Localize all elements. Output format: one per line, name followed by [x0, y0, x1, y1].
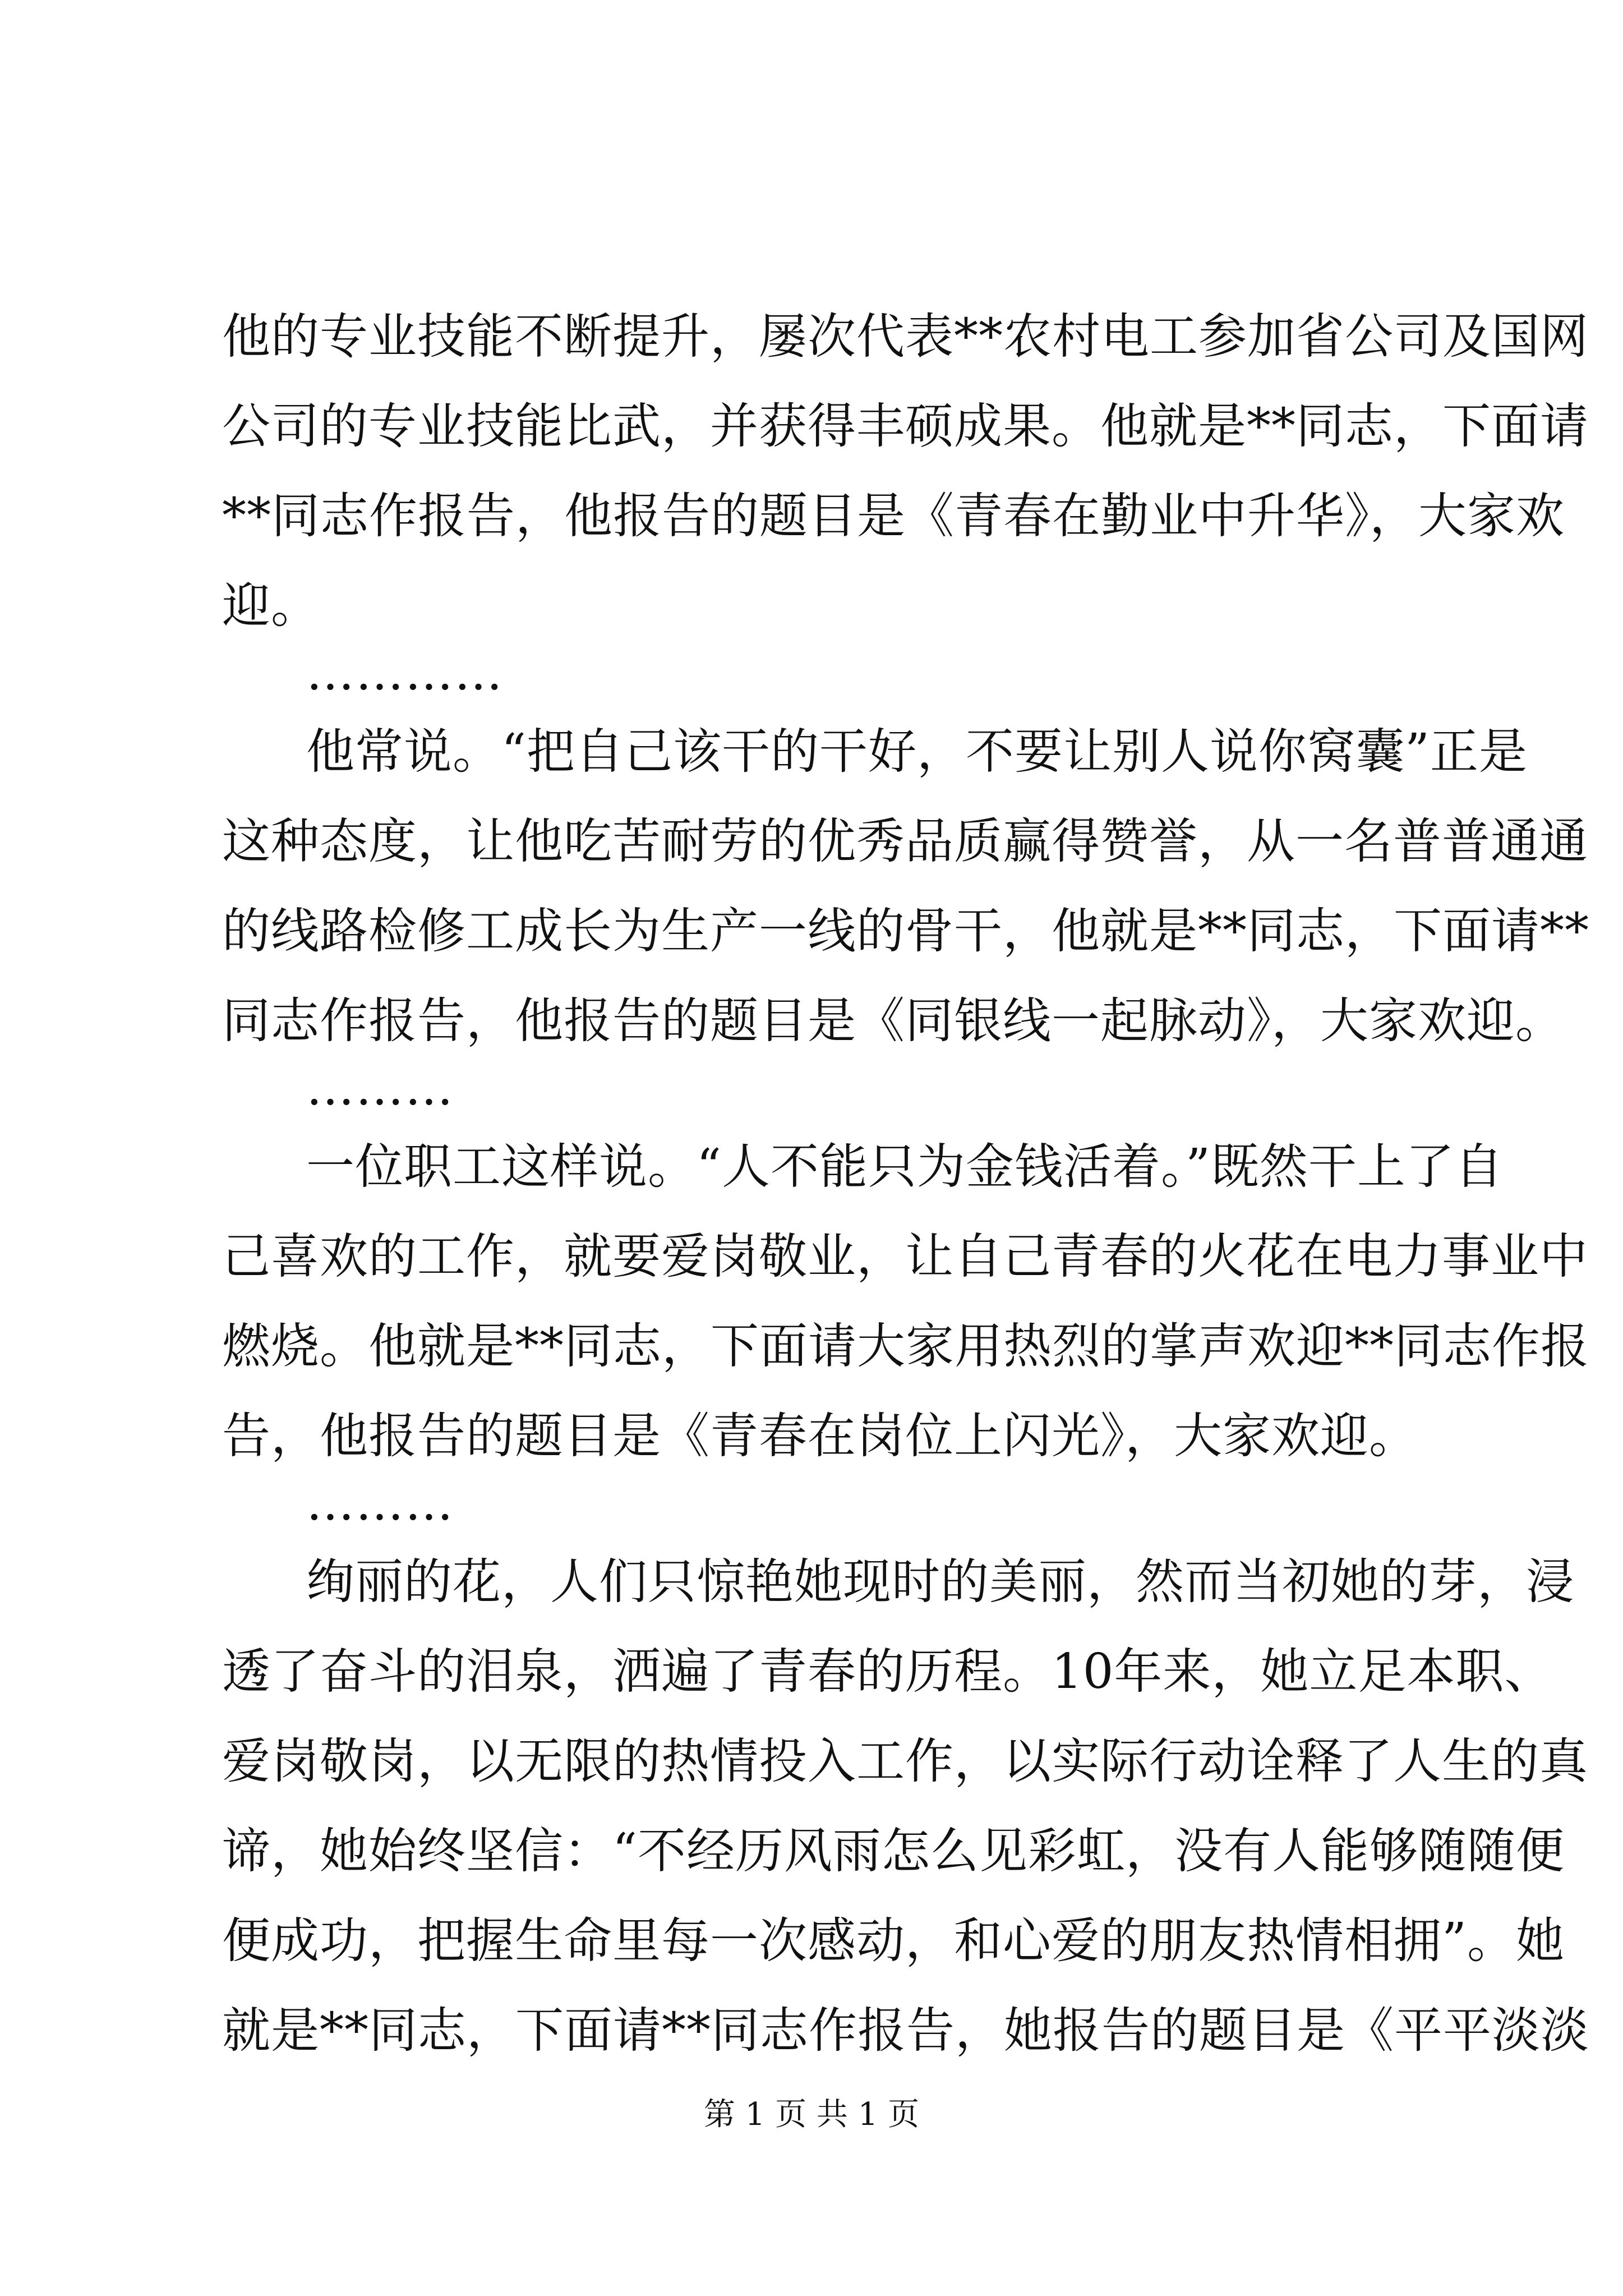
paragraph-line: 告，他报告的题目是《青春在岗位上闪光》，大家欢迎。 — [222, 1408, 1418, 1464]
paragraph-line: 就是**同志，下面请**同志作报告，她报告的题目是《平平淡淡 — [222, 2003, 1589, 2059]
paragraph-line: 透了奋斗的泪泉，洒遍了青春的历程。10年来，她立足本职、 — [222, 1644, 1553, 1700]
paragraph-line: 爱岗敬岗，以无限的热情投入工作，以实际行动诠释了人生的真 — [222, 1733, 1588, 1789]
separator-dots: ……… — [306, 1060, 454, 1116]
separator-dots: ………… — [306, 645, 504, 701]
paragraph-line: 公司的专业技能比武，并获得丰硕成果。他就是**同志，下面请 — [222, 398, 1589, 454]
paragraph-line: 便成功，把握生命里每一次感动，和心爱的朋友热情相拥”。她 — [222, 1913, 1565, 1969]
paragraph-line: 绚丽的花，人们只惊艳她现时的美丽，然而当初她的芽，浸 — [306, 1554, 1575, 1610]
paragraph-line: 迎。 — [222, 578, 320, 634]
paragraph-line: 谛，她始终坚信：“不经历风雨怎么见彩虹，没有人能够随随便 — [222, 1823, 1565, 1879]
paragraph-line: 同志作报告，他报告的题目是《同银线一起脉动》，大家欢迎。 — [222, 993, 1564, 1049]
page-footer: 第 1 页 共 1 页 — [703, 2096, 920, 2133]
paragraph-line: **同志作报告，他报告的题目是《青春在勤业中升华》，大家欢 — [222, 488, 1565, 544]
paragraph-line: 的线路检修工成长为生产一线的骨干，他就是**同志，下面请** — [222, 903, 1589, 959]
separator-dots: ……… — [306, 1475, 454, 1531]
paragraph-line: 这种态度，让他吃苦耐劳的优秀品质赢得赞誉，从一名普普通通 — [222, 813, 1588, 869]
paragraph-line: 一位职工这样说。“人不能只为金钱活着。”既然干上了自 — [306, 1139, 1504, 1195]
paragraph-line: 他的专业技能不断提升，屡次代表**农村电工参加省公司及国网 — [222, 309, 1589, 365]
paragraph-line: 他常说。“把自己该干的干好，不要让别人说你窝囊”正是 — [306, 724, 1528, 780]
paragraph-line: 己喜欢的工作，就要爱岗敬业，让自己青春的火花在电力事业中 — [222, 1228, 1588, 1285]
paragraph-line: 燃烧。他就是**同志，下面请大家用热烈的掌声欢迎**同志作报 — [222, 1318, 1589, 1374]
